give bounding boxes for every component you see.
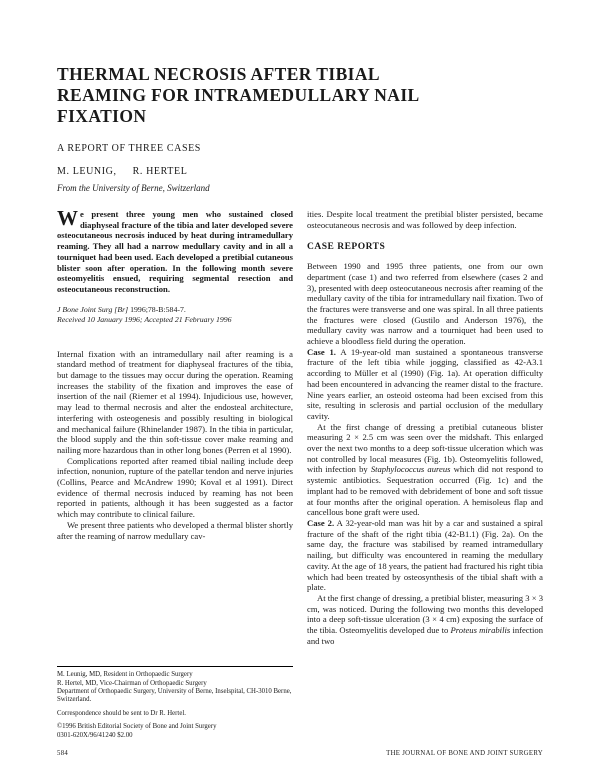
abstract-dropcap: W [57,206,78,230]
footnote-correspondence [57,710,293,718]
journal-name: THE JOURNAL OF BONE AND JOINT SURGERY [386,750,543,757]
footnote-line: R. Hertel, MD, Vice-Chairman of Orthopaedic Surgery [57,679,207,687]
case-2-paragraph [307,518,543,593]
article-subtitle: A REPORT OF THREE CASES [57,143,201,154]
case-1-paragraph [307,347,543,422]
section-heading-case-reports: CASE REPORTS [307,242,386,253]
body-paragraph: Complications reported after reamed tibial nailing include deep infection, nonunion, rupture of the patellar tendon and nerve injuries (Collins, Pearce and McAndrew 1990; Koval et al 1991). Direct evidence of thermal necrosis induced by reaming has not been reported in patients, although it has been suggested as a factor which may contribute to clinical failure. [57,455,293,520]
latin-species-name: Staphylococcus aureus [370,464,451,475]
page-number: 584 [57,750,69,757]
case-2-para2-pre: At the first change of dressing, a pretibial blister, measuring 3 × 3 cm, was noticed. During the following two months this developed into a deep soft-tissue ulceration (3 × 4 cm) exposing the surface of the tibia. Osteomyelitis developed due to [307,592,543,636]
body-paragraph: Between 1990 and 1995 three patients, one from our own department (case 1) and two referred from elsewhere (cases 2 and 3), presented with deep osteocutaneous necrosis after reaming of the medullary cavity of the tibia for intramedullary nail fixation. Two of the fractures were transverse and one was spiral. In all three patients the fractures were closed (Gustilo and Anderson 1976), the medullary cavity was narrow and a tourniquet had been used to achieve a bloodless field during the operation. [307,261,543,347]
footnote-block [57,666,293,745]
received-line: Received 10 January 1996; Accepted 21 February 1996 [57,314,232,324]
case-2-text: A 32-year-old man was hit by a car and sustained a spiral fracture of the shaft of the right tibia (42-B1.1) (Fig. 2a). On the same day, the fracture was stabilised by reamed intramedullary nailing, but difficulty was encountered in reaming the medullary cavity. At the age of 18 years, the patient had fractured his right tibia which had been treated by osteosynthesis of the tibial shaft with a plate. [307,517,543,593]
author-name-1: M. LEUNIG, [57,166,117,177]
affiliation: From the University of Berne, Switzerland [57,183,210,193]
left-column [57,206,293,745]
case-1-para2-post: which did not respond to systemic antibiotics. Sequestration occurred (Fig. 1c) and the implant had to be removed with debridement of bone and soft tissue at four months after the original operation. A hemisoleus flap and cancellous bone graft were used. [307,464,543,518]
body-paragraph: Internal fixation with an intramedullary nail after reaming is a standard method of treatment for diaphyseal fractures of the tibia, but damage to the tissues may occur during the operation. Reaming increases the stability of the fixation and improves the ease of insertion of the nail (Riemer et al 1994). Injudicious use, however, may lead to thermal necrosis and alter the endosteal architecture, interfering with osteogenesis and possibly resulting in biological and mechanical failure (Rhinelander 1987). In the tibia in particular, the blood supply and the thin soft-tissue cover make reaming and nailing more hazardous than in other long bones (Perren et al 1990). [57,348,293,455]
footnote-author-credentials [57,671,293,705]
abstract [57,206,293,295]
case-1-paragraph-2 [307,422,543,518]
authors-line [57,166,543,177]
body-paragraph: We present three patients who developed a thermal blister shortly after the reaming of narrow medullary cav- [57,519,293,541]
case-1-text: A 19-year-old man sustained a spontaneous transverse fracture of the left tibia while jogging, classified as 42-A3.1 according to Müller et al (1990) (Fig. 1a). At operation difficulty had been encountered in advancing the reamer distal to the fracture. Nine years earlier, an osteoid osteoma had been excised from this site, resulting in sclerosis and partial occlusion of the medullary cavity. [307,346,543,421]
case-2-paragraph-2 [307,593,543,647]
citation-journal: J Bone Joint Surg [Br] [57,304,129,314]
author-name-2: R. HERTEL [132,166,188,177]
citation-rest: 1996;78-B:584-7. [128,304,186,314]
citation-block [57,305,293,325]
footnote-copyright [57,723,293,740]
page-footer [57,750,543,757]
footnote-line: Correspondence should be sent to Dr R. Hertel. [57,709,186,717]
article-title: THERMAL NECROSIS AFTER TIBIAL REAMING FOR INTRAMEDULLARY NAIL FIXATION [57,64,419,126]
abstract-text: e present three young men who sustained closed diaphyseal fracture of the tibia and later developed severe osteocutaneous necrosis induced by heat during intramedullary reaming. They all had a narrow medullary cavity and in all a tourniquet had been used. Each developed a pretibial cutaneous blister soon after operation. In the following month severe osteomyelitis ensued, requiring segmental resection and osteocutaneous reconstruction. [57,209,293,294]
case-2-para2-post: infection and two [307,625,543,646]
latin-species-name: Proteus mirabilis [450,625,511,636]
footnote-line: ©1996 British Editorial Society of Bone and Joint Surgery [57,723,217,731]
case-2-label: Case 2. [307,517,335,528]
footnote-line: 0301-620X/96/41240 $2.00 [57,731,133,739]
two-column-body [57,206,543,745]
body-paragraph-continuation: ities. Despite local treatment the pretibial blister persisted, became osteocutaneous necrosis and was followed by deep infection. [307,209,543,230]
case-1-label: Case 1. [307,346,336,357]
citation-line [57,305,293,315]
footnote-line: Department of Orthopaedic Surgery, University of Berne, Inselspital, CH-3010 Berne, Switzerland. [57,687,292,704]
right-column [307,209,543,745]
footnote-line: M. Leunig, MD, Resident in Orthopaedic Surgery [57,671,193,679]
case-1-para2-pre: At the first change of dressing a pretibial cutaneous blister measuring 2 × 2.5 cm was seen over the midshaft. This enlarged over the next two months to a deep soft-tissue ulceration which was not controlled by local measures (Fig. 1b). Osteomyelitis followed, with infection by [307,421,543,475]
